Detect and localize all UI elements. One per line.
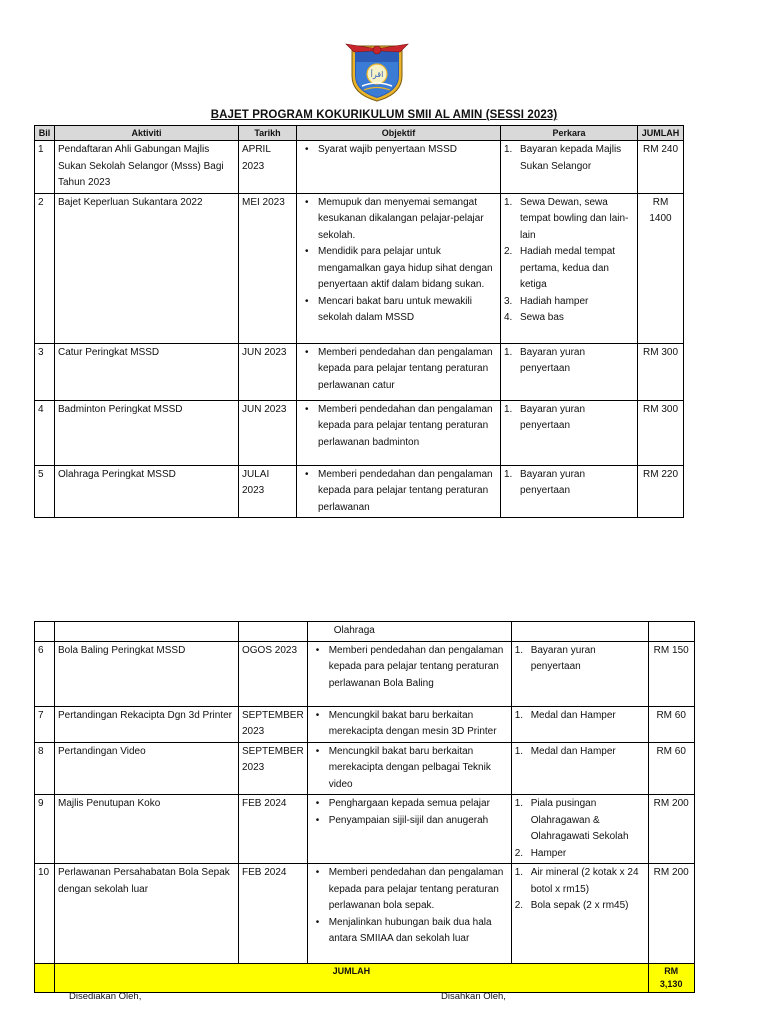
item-list bbox=[515, 796, 645, 862]
row-tarikh: JUN 2023 bbox=[239, 343, 297, 400]
row-bil: 6 bbox=[35, 641, 55, 706]
table-row bbox=[35, 343, 684, 400]
item-number: 3. bbox=[504, 295, 513, 307]
table-body-part-2 bbox=[35, 622, 695, 993]
row-perkara bbox=[511, 706, 648, 742]
item-entry bbox=[514, 708, 645, 725]
row-aktiviti: Majlis Penutupan Koko bbox=[55, 795, 239, 864]
item-list bbox=[504, 195, 634, 327]
item-text: Bola sepak (2 x rm45) bbox=[530, 900, 629, 911]
row-tarikh: JULAI 2023 bbox=[239, 465, 297, 518]
row-aktiviti: Pertandingan Video bbox=[55, 742, 239, 795]
item-entry bbox=[504, 195, 634, 245]
objective-item: • Menjalinkan hubungan baik dua hala antara SMIIAA dan sekolah luar bbox=[329, 915, 508, 948]
item-number: 1. bbox=[504, 346, 513, 358]
objective-list bbox=[311, 744, 508, 794]
row-aktiviti: Perlawanan Persahabatan Bola Sepak dengan sekolah luar bbox=[55, 864, 239, 964]
item-text: Hamper bbox=[530, 847, 567, 859]
row-tarikh: SEPTEMBER 2023 bbox=[239, 742, 308, 795]
row-objektif bbox=[297, 141, 501, 194]
objective-list bbox=[300, 195, 497, 327]
row-aktiviti: Bola Baling Peringkat MSSD bbox=[55, 641, 239, 706]
row-bil: 9 bbox=[35, 795, 55, 864]
item-number: 1. bbox=[504, 144, 513, 155]
objective-item: • Memberi pendedahan dan pengalaman kepada para pelajar tentang peraturan perlawanan badminton bbox=[318, 402, 497, 452]
row-perkara bbox=[501, 193, 638, 343]
row-tarikh: FEB 2024 bbox=[239, 864, 308, 964]
item-text: Hadiah medal tempat pertama, kedua dan ketiga bbox=[520, 246, 616, 290]
item-entry bbox=[514, 796, 645, 846]
table-row bbox=[35, 400, 684, 465]
row-objektif bbox=[307, 641, 511, 706]
objective-item: • Memberi pendedahan dan pengalaman kepada para pelajar tentang peraturan perlawanan bola sepak. bbox=[329, 865, 508, 915]
row-objektif bbox=[307, 706, 511, 742]
item-list bbox=[504, 345, 634, 378]
item-text: Bayaran yuran penyertaan bbox=[530, 644, 596, 672]
item-entry bbox=[504, 294, 634, 311]
item-entry bbox=[514, 744, 645, 761]
item-number: 2. bbox=[514, 847, 524, 859]
row-objektif bbox=[297, 465, 501, 518]
row-objektif bbox=[307, 795, 511, 864]
item-list bbox=[504, 402, 634, 435]
row-jumlah: RM 300 bbox=[638, 343, 684, 400]
row-aktiviti: Pertandingan Rekacipta Dgn 3d Printer bbox=[55, 706, 239, 742]
prepared-by-label: Disediakan Oleh, bbox=[69, 991, 142, 1002]
row-bil: 5 bbox=[35, 465, 55, 518]
row-perkara bbox=[511, 864, 648, 964]
row-bil: 2 bbox=[35, 193, 55, 343]
objective-item: • Memberi pendedahan dan pengalaman kepada para pelajar tentang peraturan perlawanan Bola Baling bbox=[329, 643, 508, 693]
item-number: 2. bbox=[504, 246, 513, 257]
total-value: RM 3,130 bbox=[648, 964, 694, 993]
item-text: Piala pusingan Olahragawan & Olahragawati Sekolah bbox=[530, 798, 629, 842]
row-objektif bbox=[307, 742, 511, 795]
row-bil: 7 bbox=[35, 706, 55, 742]
objective-item: • Memberi pendedahan dan pengalaman kepada para pelajar tentang peraturan perlawanan bbox=[318, 467, 497, 517]
header-jumlah: JUMLAH bbox=[638, 126, 684, 141]
row-jumlah: RM 240 bbox=[638, 141, 684, 194]
item-text: Bayaran yuran penyertaan bbox=[520, 346, 586, 374]
row-bil: 8 bbox=[35, 742, 55, 795]
item-number: 1. bbox=[514, 644, 524, 656]
row-jumlah: RM 220 bbox=[638, 465, 684, 518]
row-tarikh: APRIL 2023 bbox=[239, 141, 297, 194]
item-number: 1. bbox=[514, 867, 524, 878]
item-entry bbox=[504, 310, 634, 327]
item-list bbox=[515, 708, 645, 725]
objective-item: • Mencungkil bakat baru berkaitan merekacipta dengan mesin 3D Printer bbox=[329, 708, 508, 741]
row-tarikh: SEPTEMBER 2023 bbox=[239, 706, 308, 742]
item-entry bbox=[514, 846, 645, 863]
table-row bbox=[35, 641, 695, 706]
row-tarikh: JUN 2023 bbox=[239, 400, 297, 465]
item-number: 2. bbox=[514, 900, 524, 911]
row-objektif bbox=[297, 400, 501, 465]
row-bil: 1 bbox=[35, 141, 55, 194]
objective-list bbox=[300, 142, 497, 159]
row-perkara bbox=[511, 795, 648, 864]
continuation-row bbox=[35, 622, 695, 642]
item-entry bbox=[504, 142, 634, 175]
row-perkara bbox=[501, 400, 638, 465]
item-entry bbox=[504, 244, 634, 294]
row-aktiviti: Pendaftaran Ahli Gabungan Majlis Sukan Sekolah Selangor (Msss) Bagi Tahun 2023 bbox=[55, 141, 239, 194]
item-entry bbox=[514, 643, 645, 676]
objective-item: • Memupuk dan menyemai semangat kesukanan dikalangan pelajar-pelajar sekolah. bbox=[318, 195, 497, 245]
objective-list bbox=[300, 345, 497, 395]
row-perkara bbox=[511, 641, 648, 706]
total-label: JUMLAH bbox=[55, 964, 649, 993]
item-list bbox=[515, 744, 645, 761]
row-objektif bbox=[297, 343, 501, 400]
item-text: Air mineral (2 kotak x 24 botol x rm15) bbox=[530, 867, 639, 895]
header-tarikh: Tarikh bbox=[239, 126, 297, 141]
table-row bbox=[35, 706, 695, 742]
table-row bbox=[35, 193, 684, 343]
header-objektif: Objektif bbox=[297, 126, 501, 141]
item-text: Sewa Dewan, sewa tempat bowling dan lain-lain bbox=[520, 196, 629, 241]
item-list bbox=[515, 643, 645, 676]
row-perkara bbox=[501, 343, 638, 400]
row-tarikh: FEB 2024 bbox=[239, 795, 308, 864]
school-logo bbox=[342, 38, 412, 104]
item-list bbox=[515, 865, 645, 915]
item-text: Sewa bas bbox=[520, 312, 564, 323]
row-jumlah: RM 60 bbox=[648, 706, 694, 742]
row-perkara bbox=[501, 465, 638, 518]
objective-list bbox=[311, 865, 508, 948]
objective-item: • Mencari bakat baru untuk mewakili sekolah dalam MSSD bbox=[318, 294, 497, 327]
svg-text:اقرأ: اقرأ bbox=[370, 70, 384, 79]
objective-item: • Mencungkil bakat baru berkaitan merekacipta dengan pelbagai Teknik video bbox=[329, 744, 508, 794]
row-jumlah: RM 200 bbox=[648, 795, 694, 864]
item-entry bbox=[504, 402, 634, 435]
item-entry bbox=[504, 345, 634, 378]
item-text: Medal dan Hamper bbox=[530, 745, 616, 757]
continuation-text: Olahraga bbox=[307, 622, 511, 642]
table-row bbox=[35, 795, 695, 864]
item-entry bbox=[514, 898, 645, 915]
objective-item: • Penghargaan kepada semua pelajar bbox=[329, 796, 508, 813]
objective-item: • Mendidik para pelajar untuk mengamalkan gaya hidup sihat dengan penyertaan aktif dalam bidang sukan. bbox=[318, 244, 497, 294]
item-list bbox=[504, 142, 634, 175]
table-row bbox=[35, 864, 695, 964]
objective-list bbox=[311, 708, 508, 741]
item-number: 1. bbox=[514, 709, 524, 721]
row-jumlah: RM 300 bbox=[638, 400, 684, 465]
row-bil: 4 bbox=[35, 400, 55, 465]
table-row bbox=[35, 141, 684, 194]
item-list bbox=[504, 467, 634, 500]
row-tarikh: OGOS 2023 bbox=[239, 641, 308, 706]
item-text: Bayaran kepada Majlis Sukan Selangor bbox=[520, 144, 622, 172]
item-entry bbox=[504, 467, 634, 500]
row-perkara bbox=[501, 141, 638, 194]
table-header-row bbox=[35, 126, 684, 141]
item-entry bbox=[514, 865, 645, 898]
budget-table-part-2 bbox=[34, 621, 695, 993]
row-bil: 3 bbox=[35, 343, 55, 400]
row-objektif bbox=[297, 193, 501, 343]
objective-list bbox=[300, 467, 497, 517]
approved-by-label: Disahkan Oleh, bbox=[441, 991, 506, 1002]
item-number: 4. bbox=[504, 312, 513, 323]
item-number: 1. bbox=[504, 468, 513, 480]
header-perkara: Perkara bbox=[501, 126, 638, 141]
row-aktiviti: Catur Peringkat MSSD bbox=[55, 343, 239, 400]
table-row bbox=[35, 742, 695, 795]
objective-list bbox=[311, 796, 508, 829]
document-title: BAJET PROGRAM KOKURIKULUM SMII AL AMIN (SESSI 2023) bbox=[210, 109, 558, 121]
objective-list bbox=[311, 643, 508, 693]
item-number: 1. bbox=[514, 798, 524, 809]
item-number: 1. bbox=[504, 196, 513, 208]
item-text: Hadiah hamper bbox=[520, 295, 589, 307]
row-aktiviti: Olahraga Peringkat MSSD bbox=[55, 465, 239, 518]
item-text: Bayaran yuran penyertaan bbox=[520, 468, 586, 496]
header-bil: Bil bbox=[35, 126, 55, 141]
row-jumlah: RM 60 bbox=[648, 742, 694, 795]
row-jumlah: RM 150 bbox=[648, 641, 694, 706]
row-jumlah: RM 200 bbox=[648, 864, 694, 964]
objective-item: • Syarat wajib penyertaan MSSD bbox=[318, 142, 497, 159]
table-row bbox=[35, 465, 684, 518]
budget-table-part-1 bbox=[34, 125, 684, 518]
row-perkara bbox=[511, 742, 648, 795]
header-aktiviti: Aktiviti bbox=[55, 126, 239, 141]
total-row bbox=[35, 964, 695, 993]
objective-item: • Memberi pendedahan dan pengalaman kepada para pelajar tentang peraturan perlawanan catur bbox=[318, 345, 497, 395]
table-body-part-1 bbox=[35, 141, 684, 518]
row-aktiviti: Bajet Keperluan Sukantara 2022 bbox=[55, 193, 239, 343]
item-text: Medal dan Hamper bbox=[530, 709, 616, 721]
row-objektif bbox=[307, 864, 511, 964]
row-tarikh: MEI 2023 bbox=[239, 193, 297, 343]
item-text: Bayaran yuran penyertaan bbox=[520, 403, 586, 431]
objective-list bbox=[300, 402, 497, 452]
row-aktiviti: Badminton Peringkat MSSD bbox=[55, 400, 239, 465]
row-bil: 10 bbox=[35, 864, 55, 964]
item-number: 1. bbox=[504, 403, 513, 415]
row-jumlah: RM 1400 bbox=[638, 193, 684, 343]
item-number: 1. bbox=[514, 745, 524, 757]
objective-item: • Penyampaian sijil-sijil dan anugerah bbox=[329, 813, 508, 830]
